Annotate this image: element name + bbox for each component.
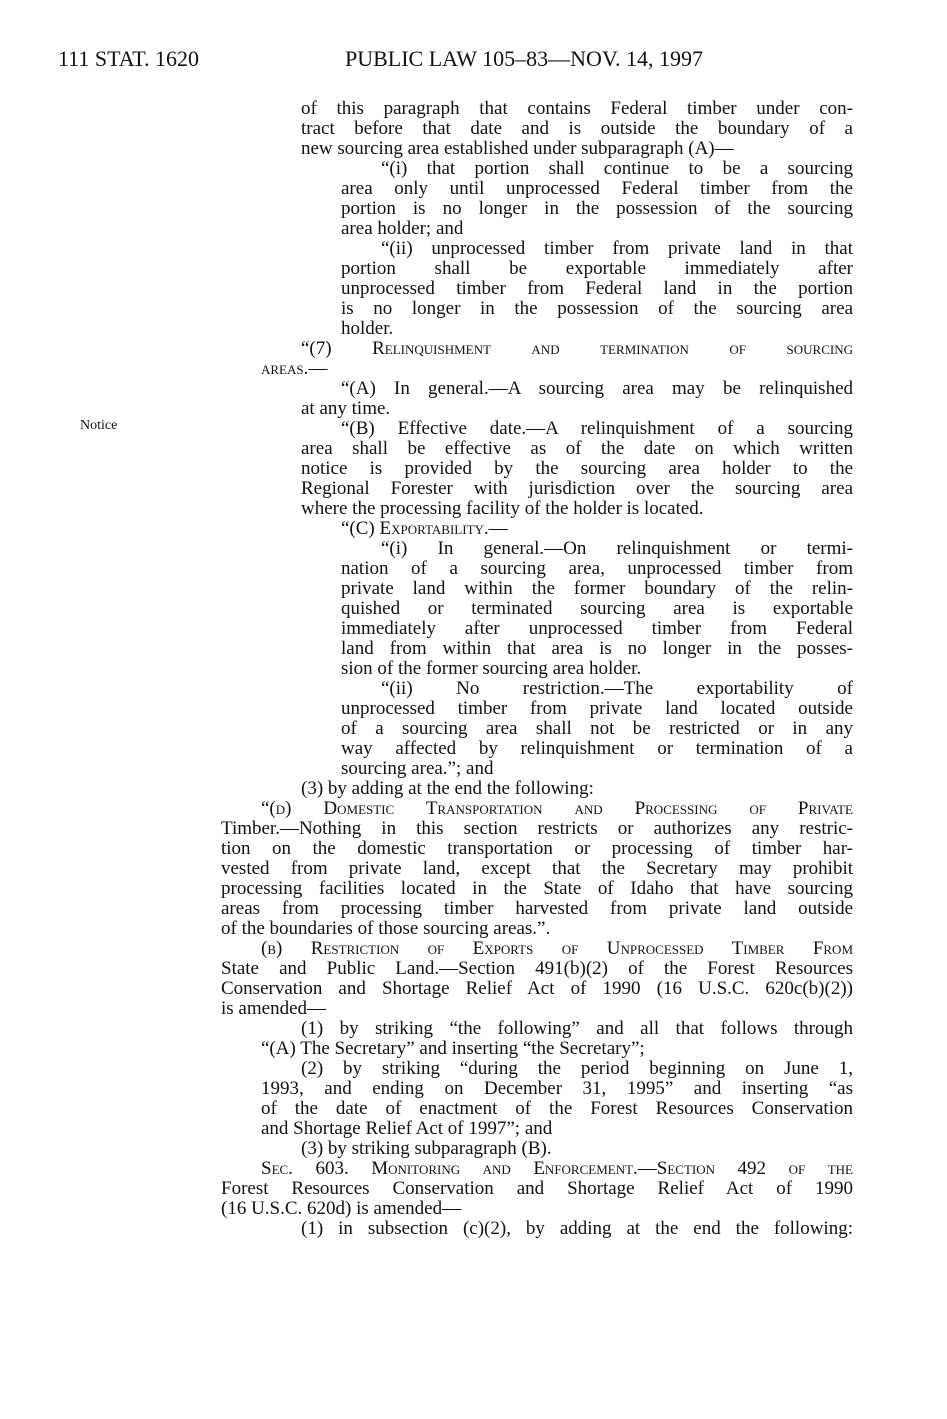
text-line: “(i) In general.—On relinquishment or termi- [381,538,853,559]
text-line: Timber.—Nothing in this section restricts or authorizes any restric- [221,818,853,839]
text-line: (16 U.S.C. 620d) is amended— [221,1198,462,1219]
text-line: (3) by adding at the end the following: [301,778,594,799]
page-number: 111 STAT. 1620 [58,46,200,71]
text-line: unprocessed timber from Federal land in the portion [341,278,853,299]
text-line: of this paragraph that contains Federal timber under con- [301,98,853,119]
law-citation: PUBLIC LAW 105–83—NOV. 14, 1997 [345,46,703,71]
text-line: is no longer in the possession of the sourcing area [341,298,853,319]
page-header [58,46,857,86]
text-line: “(A) In general.—A sourcing area may be relinquished [341,378,853,399]
text-line: “(ii) No restriction.—The exportability of [381,678,853,699]
text-line: where the processing facility of the holder is located. [301,498,704,519]
text-line: Conservation and Shortage Relief Act of 1990 (16 U.S.C. 620c(b)(2)) [221,978,853,999]
text-line: area shall be effective as of the date on which written [301,438,853,459]
text-line: way affected by relinquishment or termination of a [341,738,853,759]
text-line: area holder; and [341,218,464,239]
text-line: areas.— [261,358,328,379]
text-line: Regional Forester with jurisdiction over the sourcing area [301,478,853,499]
text-line: immediately after unprocessed timber from Federal [341,618,853,639]
text-line: of the boundaries of those sourcing areas.”. [221,918,551,939]
text-line: portion is no longer in the possession of the sourcing [341,198,853,219]
text-line: (2) by striking “during the period beginning on June 1, [301,1058,853,1079]
text-line: (1) in subsection (c)(2), by adding at the end the following: [301,1218,853,1239]
text-line: tion on the domestic transportation or processing of timber har- [221,838,853,859]
text-line: State and Public Land.—Section 491(b)(2) of the Forest Resources [221,958,853,979]
text-line: sion of the former sourcing area holder. [341,658,642,679]
text-line: sourcing area.”; and [341,758,494,779]
text-line: processing facilities located in the State of Idaho that have sourcing [221,878,853,899]
text-line: is amended— [221,998,327,1019]
text-line: portion shall be exportable immediately after [341,258,853,279]
text-line: area only until unprocessed Federal timber from the [341,178,853,199]
text-line: (b) Restriction of Exports of Unprocessed Timber From [261,938,853,959]
text-line: vested from private land, except that the Secretary may prohibit [221,858,853,879]
text-line: private land within the former boundary of the relin- [341,578,853,599]
text-line: notice is provided by the sourcing area holder to the [301,458,853,479]
text-line: of a sourcing area shall not be restricted or in any [341,718,853,739]
text-line: Forest Resources Conservation and Shortage Relief Act of 1990 [221,1178,853,1199]
text-line: (1) by striking “the following” and all that follows through [301,1018,853,1039]
text-line: Sec. 603. Monitoring and Enforcement.—Section 492 of the [261,1158,853,1179]
text-line: new sourcing area established under subparagraph (A)— [301,138,734,159]
text-line: “(A) The Secretary” and inserting “the Secretary”; [261,1038,645,1059]
text-line: unprocessed timber from private land located outside [341,698,853,719]
text-line: “(B) Effective date.—A relinquishment of a sourcing [341,418,853,439]
text-line: at any time. [301,398,391,419]
text-line: “(d) Domestic Transportation and Processing of Private [261,798,853,819]
text-line: tract before that date and is outside the boundary of a [301,118,853,139]
text-line: nation of a sourcing area, unprocessed timber from [341,558,853,579]
margin-note-notice: Notice [80,418,118,433]
text-line: “(7) Relinquishment and termination of sourcing [301,338,853,359]
text-line: “(C) Exportability.— [341,518,508,539]
text-line: “(ii) unprocessed timber from private land in that [381,238,853,259]
text-line: “(i) that portion shall continue to be a sourcing [381,158,853,179]
text-line: 1993, and ending on December 31, 1995” and inserting “as [261,1078,853,1099]
text-line: and Shortage Relief Act of 1997”; and [261,1118,553,1139]
text-line: quished or terminated sourcing area is exportable [341,598,853,619]
text-line: areas from processing timber harvested from private land outside [221,898,853,919]
text-line: of the date of enactment of the Forest Resources Conservation [261,1098,853,1119]
text-line: (3) by striking subparagraph (B). [301,1138,552,1159]
text-line: land from within that area is no longer in the posses- [341,638,853,659]
text-line: holder. [341,318,394,339]
